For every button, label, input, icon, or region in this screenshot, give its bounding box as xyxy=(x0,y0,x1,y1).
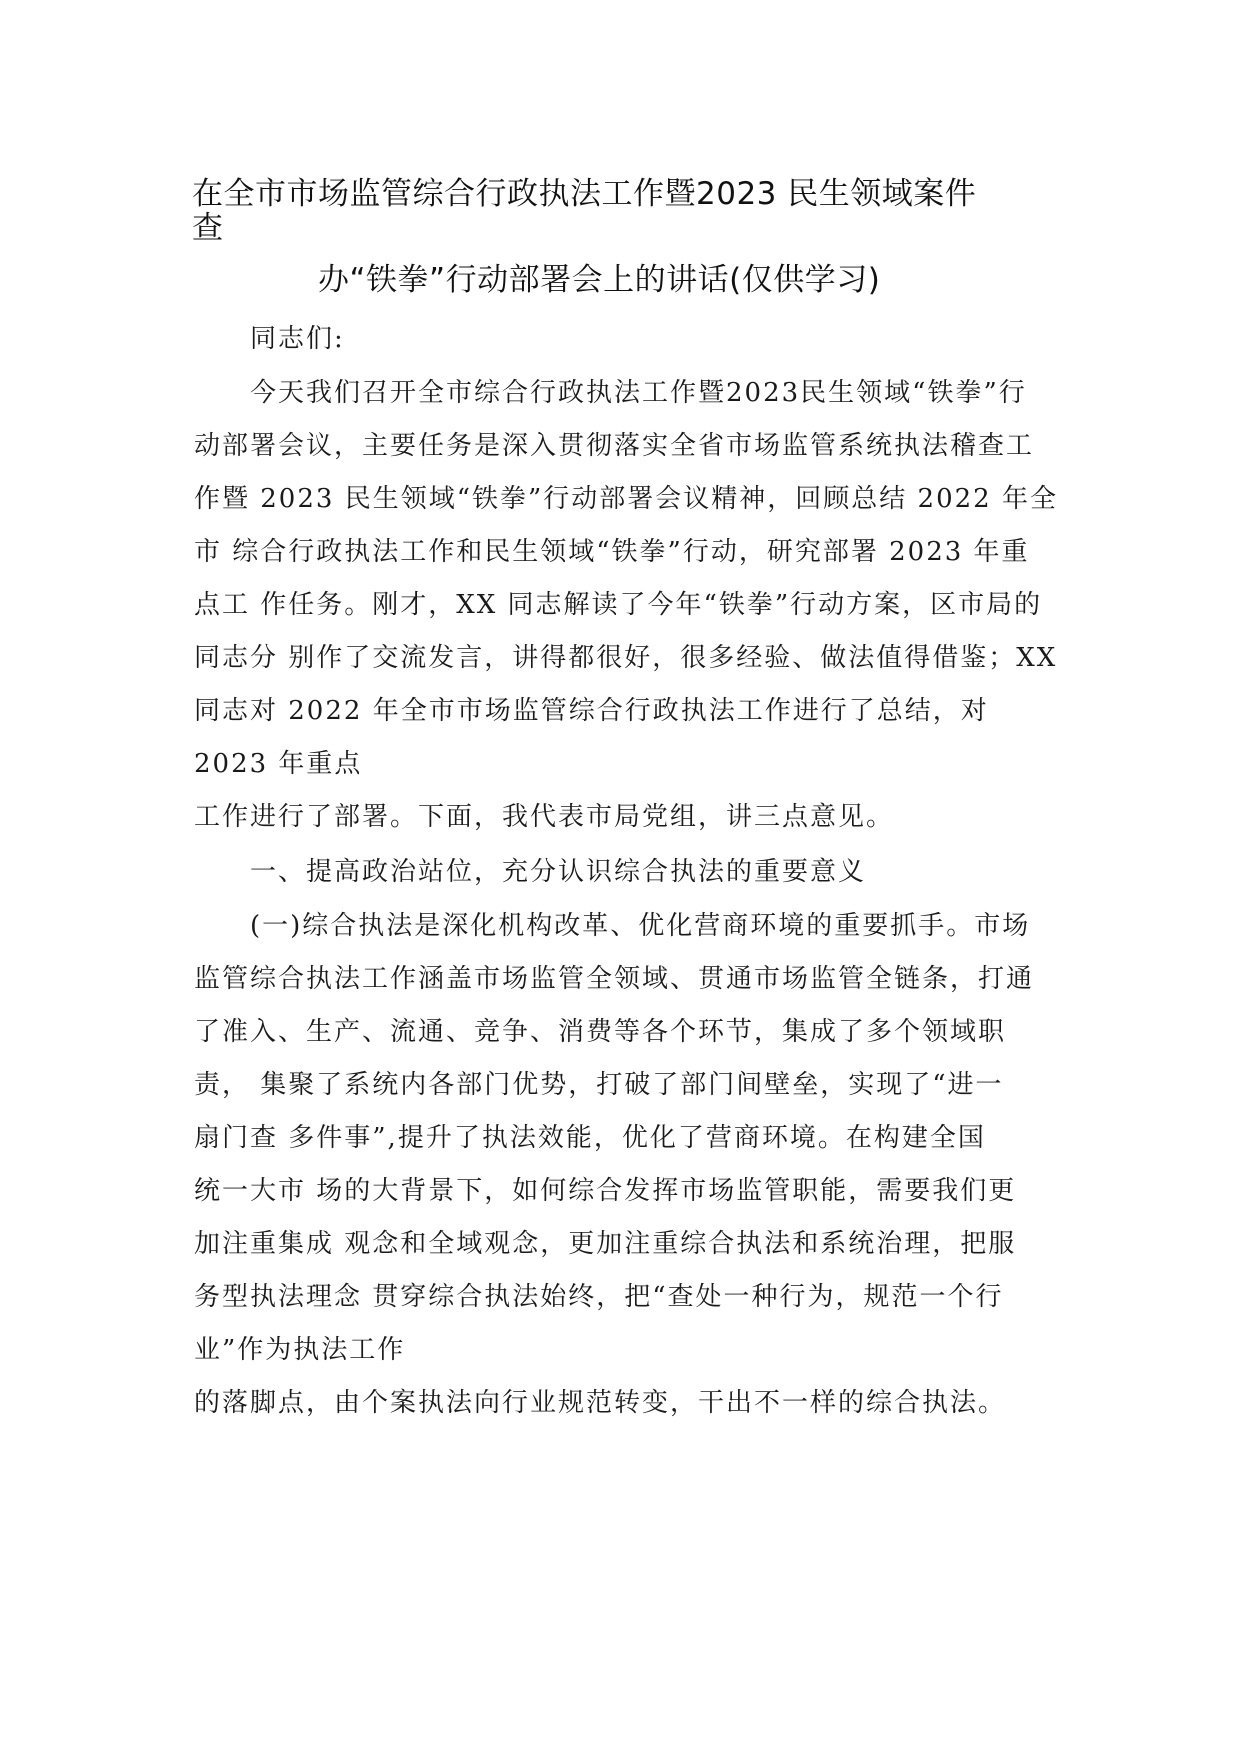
salutation: 同志们: xyxy=(250,324,345,354)
document-title-line-2: 办“铁拳”行动部署会上的讲话(仅供学习) xyxy=(318,262,881,298)
document-title-line-1: 在全市市场监管综合行政执法工作暨2023 民生领域案件 xyxy=(192,176,977,212)
paragraph-1-line: 同志分 别作了交流发言，讲得都很好，很多经验、做法值得借鉴；XX xyxy=(194,643,1058,673)
paragraph-1-line: 点工 作任务。刚才，XX 同志解读了今年“铁拳”行动方案，区市局的 xyxy=(194,590,1043,620)
paragraph-2-line: 务型执法理念 贯穿综合执法始终，把“查处一种行为，规范一个行 xyxy=(194,1282,1004,1312)
paragraph-2-line: 业”作为执法工作 xyxy=(194,1335,406,1365)
paragraph-2-line: 扇门查 多件事”,提升了执法效能，优化了营商环境。在构建全国 xyxy=(194,1123,986,1153)
section-1-heading: 一、提高政治站位，充分认识综合执法的重要意义 xyxy=(250,857,867,887)
paragraph-1-line: 2023 年重点 xyxy=(194,749,363,779)
document-title-line-1-continued: 查 xyxy=(192,210,224,246)
paragraph-2-line: 了准入、生产、流通、竞争、消费等各个环节，集成了多个领域职 xyxy=(194,1017,1007,1047)
paragraph-1-line: 今天我们召开全市综合行政执法工作暨2023民生领域“铁拳”行 xyxy=(250,378,1027,408)
paragraph-2-line: 加注重集成 观念和全域观念，更加注重综合执法和系统治理，把服 xyxy=(194,1229,1017,1259)
paragraph-2-line: (一)综合执法是深化机构改革、优化营商环境的重要抓手。市场 xyxy=(250,911,1031,941)
paragraph-2-line: 监管综合执法工作涵盖市场监管全领域、贯通市场监管全链条，打通 xyxy=(194,964,1035,994)
paragraph-1-line: 作暨 2023 民生领域“铁拳”行动部署会议精神，回顾总结 2022 年全 xyxy=(194,484,1058,514)
paragraph-2-line: 统一大市 场的大背景下，如何综合发挥市场监管职能，需要我们更 xyxy=(194,1176,1017,1206)
paragraph-2-line: 责， 集聚了系统内各部门优势，打破了部门间壁垒，实现了“进一 xyxy=(194,1070,1004,1100)
paragraph-1-line: 市 综合行政执法工作和民生领域“铁拳”行动，研究部署 2023 年重 xyxy=(194,537,1030,567)
paragraph-1-line: 同志对 2022 年全市市场监管综合行政执法工作进行了总结，对 xyxy=(194,696,989,726)
paragraph-1-line: 动部署会议，主要任务是深入贯彻落实全省市场监管系统执法稽查工 xyxy=(194,431,1035,461)
paragraph-1-line: 工作进行了部署。下面，我代表市局党组，讲三点意见。 xyxy=(194,802,895,832)
paragraph-2-line: 的落脚点，由个案执法向行业规范转变，干出不一样的综合执法。 xyxy=(194,1388,1007,1418)
